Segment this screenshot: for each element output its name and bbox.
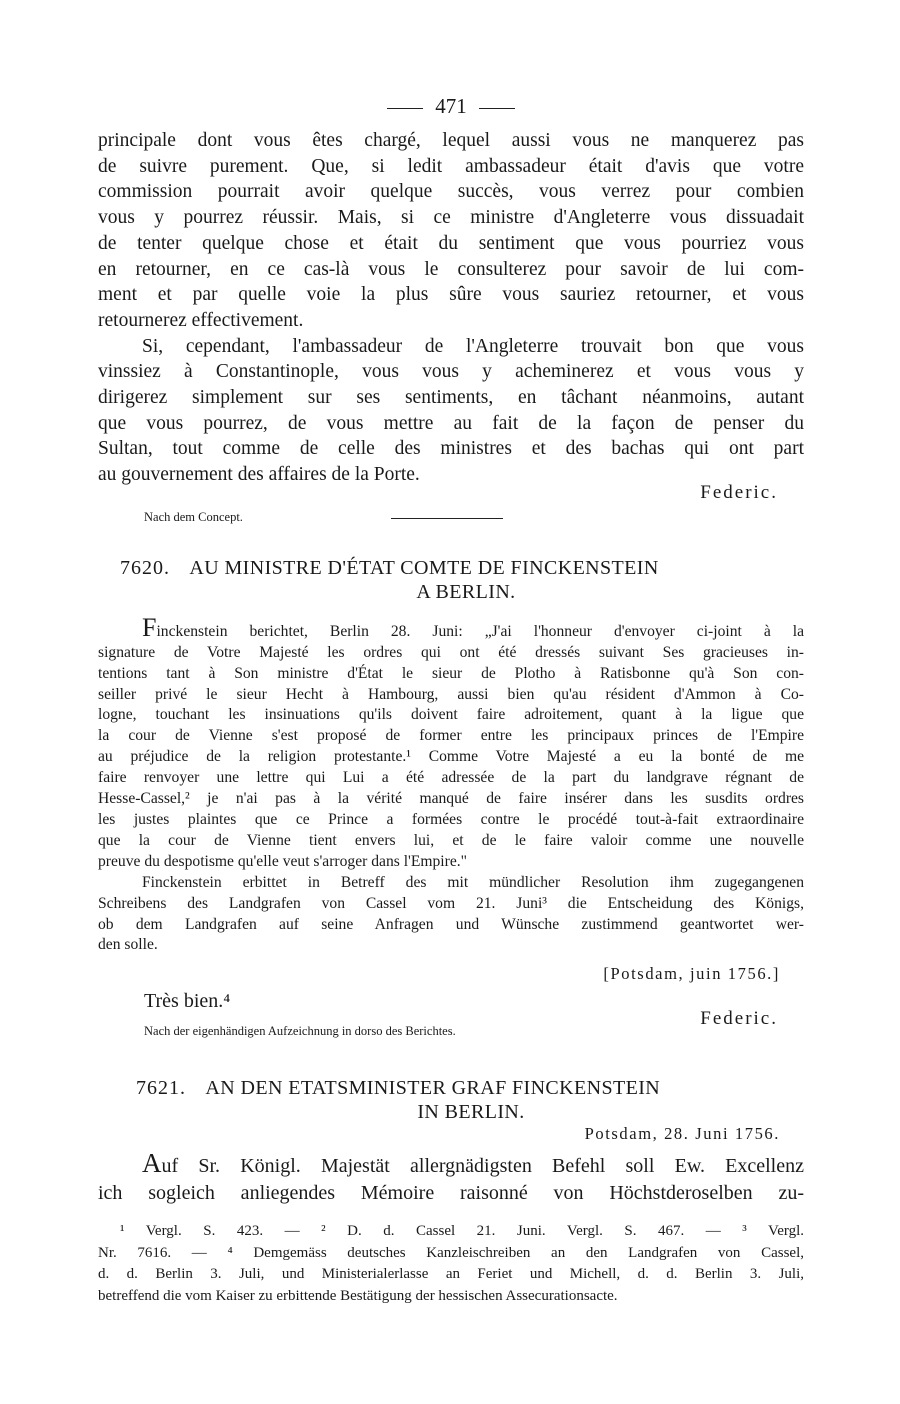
- text-line: logne, touchant les insinuations qu'ils doivent faire adroitement, quant à la ligue que: [98, 706, 804, 724]
- text-fragment: uf Sr. Königl. Majestät allergnädigsten Befehl soll Ew. Excellenz: [161, 1155, 804, 1178]
- page-number-dash-right: [479, 108, 515, 109]
- text-line: seiller privé le sieur Hecht à Hambourg, aussi bien qu'au résident d'Ammon à Co-: [98, 685, 804, 703]
- footnotes: [98, 1221, 804, 1307]
- text-fragment: inckenstein berichtet, Berlin 28. Juni: „J'ai l'honneur d'envoyer ci-joint à la: [156, 622, 804, 640]
- heading-title-line-2: IN BERLIN.: [417, 1101, 525, 1124]
- text-line: Finckenstein erbittet in Betreff des mit mündlicher Resolution ihm zugegangenen: [142, 873, 804, 891]
- text-line: signature de Votre Majesté les ordres qui ont été dressés suivant Ses gracieuses in-: [98, 643, 804, 661]
- footnote-line: betreffend die vom Kaiser zu erbittende Bestätigung der hessischen Assecurationsacte.: [98, 1287, 618, 1304]
- text-line: Sultan, tout comme de celle des ministres et des bachas qui ont part: [98, 438, 804, 460]
- footnote-line: Nr. 7616. — ⁴ Demgemäss deutsches Kanzleischreiben an den Landgrafen von Cassel,: [98, 1244, 804, 1261]
- text-line: au préjudice de la religion protestante.¹ Comme Votre Majesté a eu la bonté de me: [98, 748, 804, 766]
- text-line: principale dont vous êtes chargé, lequel aussi vous ne manquerez pas: [98, 130, 804, 151]
- page-number-dash-left: [387, 108, 423, 109]
- heading-title-line-2: A BERLIN.: [416, 580, 516, 603]
- document-heading-7620: [98, 556, 804, 604]
- signature: Federic.: [700, 1008, 778, 1030]
- drop-capital: A: [142, 1148, 162, 1179]
- text-line: ment et par quelle voie la plus sûre vous sauriez retourner, et vous: [98, 284, 804, 306]
- drop-capital: F: [142, 612, 157, 642]
- text-line: la cour de Vienne s'est proposé de former entre les principaux princes de l'Empire: [98, 727, 804, 745]
- page-number: [98, 88, 804, 124]
- text-line: ob dem Landgrafen auf seine Anfragen und Wünsche zustimmend geantwortet wer-: [98, 915, 804, 933]
- source-note: Nach der eigenhändigen Aufzeichnung in dorso des Berichtes.: [144, 1024, 456, 1039]
- document-heading-7621: [98, 1076, 804, 1124]
- heading-line: [98, 1076, 804, 1100]
- document-number: 7621.: [136, 1077, 186, 1100]
- dateline: Potsdam, 28. Juni 1756.: [584, 1124, 780, 1144]
- signature-row: [98, 481, 804, 508]
- source-note-row: [98, 508, 804, 528]
- signature: Federic.: [700, 481, 778, 503]
- text-line: que la cour de Vienne tient envers lui, et de le faire valoir comme une nouvelle: [98, 831, 804, 849]
- summary-paragraph: [98, 612, 804, 873]
- page-number-text: 471: [435, 94, 467, 118]
- text-line: vous y pourrez réussir. Mais, si ce ministre d'Angleterre vous dissuadait: [98, 207, 804, 229]
- footnote-line: ¹ Vergl. S. 423. — ² D. d. Cassel 21. Juni. Vergl. S. 467. — ³ Vergl.: [120, 1223, 804, 1240]
- text-line: faire renvoyer une lettre qui Lui a été adressée de la part du landgrave régnant de: [98, 769, 804, 787]
- text-line: retournerez effectivement.: [98, 309, 304, 331]
- intro-paragraph-1: [98, 128, 804, 334]
- text-line: de tenter quelque chose et était du sentiment que vous pourriez vous: [98, 232, 804, 254]
- text-line: Schreibens des Landgrafen von Cassel vom 21. Juni³ die Entscheidung des Königs,: [98, 894, 804, 912]
- intro-paragraph-2: [98, 334, 804, 488]
- text-line: que vous pourrez, de vous mettre au fait de la façon de penser du: [98, 412, 804, 434]
- footnote-line: d. d. Berlin 3. Juli, und Ministerialerlasse an Feriet und Michell, d. d. Berlin 3. Juli,: [98, 1266, 804, 1283]
- heading-line: [98, 556, 804, 580]
- text-line: [98, 612, 804, 643]
- text-line: de suivre purement. Que, si ledit ambassadeur était d'avis que votre: [98, 155, 804, 177]
- dateline: [Potsdam, juin 1756.]: [603, 964, 780, 984]
- text-line: [98, 1150, 804, 1180]
- heading-title: AN DEN ETATSMINISTER GRAF FINCKENSTEIN: [205, 1077, 661, 1100]
- text-line: Hesse-Cassel,² je n'ai pas à la vérité manqué de faire insérer dans les susdits ordres: [98, 790, 804, 808]
- text-line: preuve du despotisme qu'elle veut s'arroger dans l'Empire.": [98, 852, 468, 870]
- text-line: en retourner, en ce cas-là vous le consulterez pour savoir de lui com-: [98, 258, 804, 280]
- text-line: tentions tant à Son ministre d'État le sieur de Plotho à Ratisbonne qu'à Son con-: [98, 664, 804, 682]
- heading-title: AU MINISTRE D'ÉTAT COMTE DE FINCKENSTEIN: [189, 556, 659, 579]
- summary-paragraph-2: [98, 873, 804, 957]
- text-line: ich sogleich anliegendes Mémoire raisonné von Höchstderoselben zu-: [98, 1182, 804, 1205]
- source-note: Nach dem Concept.: [144, 509, 243, 524]
- reply-block: [98, 986, 804, 1042]
- text-line: au gouvernement des affaires de la Porte.: [98, 464, 420, 486]
- king-reply: Très bien.⁴: [144, 990, 231, 1013]
- text-line: vinssiez à Constantinople, vous vous y acheminerez et vous vous y: [98, 361, 804, 383]
- text-line: les justes plaintes que ce Prince a formées contre le procédé tout-à-fait extraordinaire: [98, 811, 804, 828]
- document-number: 7620.: [120, 556, 170, 579]
- text-line: den solle.: [98, 936, 158, 954]
- text-line: dirigerez simplement sur ses sentiments, en tâchant néanmoins, autant: [98, 387, 804, 409]
- document-page: [98, 88, 804, 1307]
- letter-body: [98, 1150, 804, 1207]
- section-divider: [391, 518, 503, 519]
- text-line: commission pourrait avoir quelque succès, vous verrez pour combien: [98, 181, 804, 203]
- text-line: Si, cependant, l'ambassadeur de l'Angleterre trouvait bon que vous: [142, 335, 804, 357]
